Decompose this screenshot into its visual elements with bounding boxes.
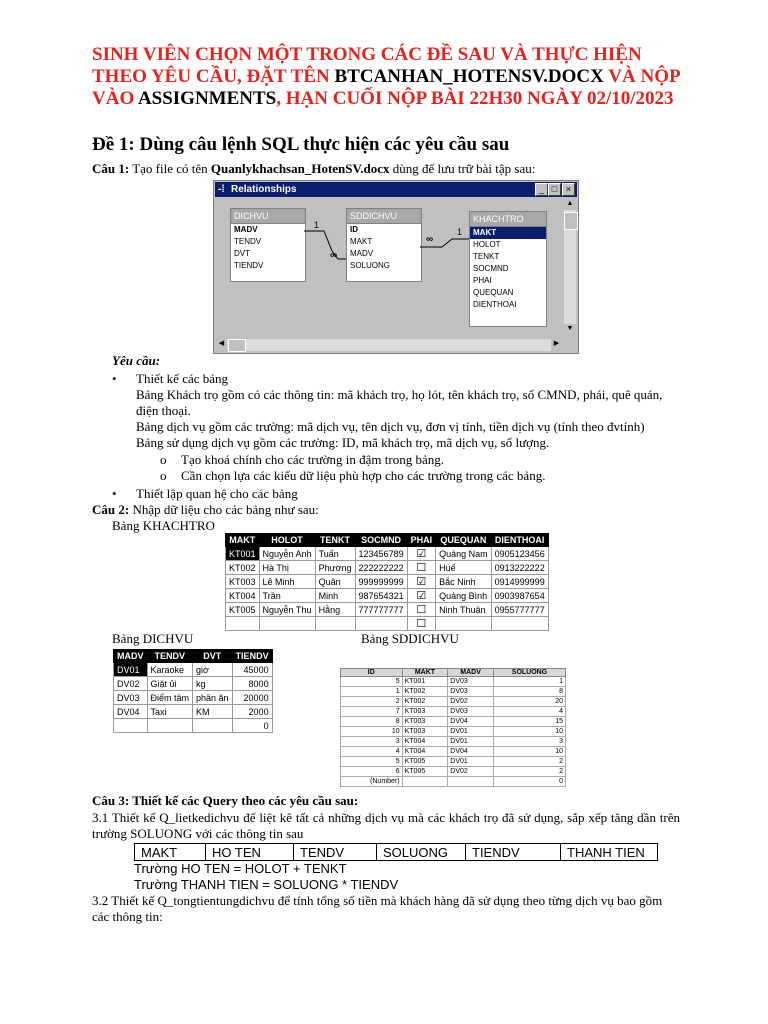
table-cell[interactable]: 123456789 (355, 547, 407, 561)
table-cell[interactable]: 987654321 (355, 589, 407, 603)
close-button[interactable]: × (562, 183, 575, 196)
header-line-1: SINH VIÊN CHỌN MỘT TRONG CÁC ĐỀ SAU VÀ THỰC HIỆN (92, 44, 642, 65)
sub-bullet-2-text: Cần chọn lựa các kiểu dữ liệu phù hợp cho các trường trong các bảng. (181, 468, 546, 483)
column-header: DVT (193, 650, 233, 663)
table-row[interactable] (341, 747, 566, 757)
table-cell[interactable]: 3 (341, 737, 403, 747)
table-cell[interactable]: Điểm tâm (147, 691, 193, 705)
table-cell[interactable] (491, 617, 548, 631)
table-cell[interactable]: 0 (493, 777, 565, 787)
table-row[interactable] (226, 547, 549, 561)
one-marker: 1 (314, 220, 320, 230)
table-row[interactable] (341, 767, 566, 777)
table-cell[interactable]: 6 (341, 767, 403, 777)
cau2-label: Câu 2: (92, 502, 130, 517)
table-cell[interactable]: DV03 (114, 691, 148, 705)
formula-thanhtien: Trường THANH TIEN = SOLUONG * TIENDV (134, 877, 399, 892)
table-cell[interactable]: 10 (341, 727, 403, 737)
table-row[interactable] (226, 617, 549, 631)
q31-text: 3.1 Thiết kế Q_lietkedichvu để liệt kê tất cả những dịch vụ mà các khách trọ đã sử dụng, sắp xếp tăng dần trên trường SOLUONG với các thông tin sau (92, 810, 680, 841)
table-cell[interactable]: ☑ (407, 589, 436, 603)
table-row[interactable] (341, 687, 566, 697)
table-row[interactable] (226, 603, 549, 617)
table-row[interactable] (226, 589, 549, 603)
query-column: THANH TIEN (561, 844, 658, 861)
table-cell[interactable]: DV04 (114, 705, 148, 719)
table-row[interactable] (226, 575, 549, 589)
table-cell[interactable]: 15 (493, 717, 565, 727)
table-cell[interactable]: kg (193, 677, 233, 691)
many-marker: ∞ (330, 250, 338, 261)
query-column: TENDV (294, 844, 377, 861)
table-cell[interactable] (436, 617, 492, 631)
table-cell[interactable]: DV01 (448, 727, 494, 737)
table-cell[interactable]: 2 (493, 757, 565, 767)
table-cell[interactable]: Bắc Ninh (436, 575, 492, 589)
table-cell[interactable]: Quân (315, 575, 355, 589)
bullet-1-text: Thiết kế các bảng (136, 371, 229, 386)
table-cell[interactable]: Minh (315, 589, 355, 603)
scroll-right-arrow-icon[interactable]: ▶ (551, 339, 562, 351)
sddichvu-table (340, 668, 566, 787)
table-cell[interactable]: ☐ (407, 603, 436, 617)
table-cell[interactable] (193, 719, 233, 733)
table-cell[interactable]: KT005 (402, 757, 448, 767)
column-header: SOCMND (355, 534, 407, 547)
field-makt[interactable]: MAKT (350, 237, 373, 246)
scroll-thumb[interactable] (228, 339, 246, 352)
table-cell[interactable]: Taxi (147, 705, 193, 719)
relationship-line-dichvu-sddichvu (304, 231, 346, 259)
table-cell[interactable] (355, 617, 407, 631)
header-line-3 (92, 88, 692, 110)
cau2-description: Nhập dữ liệu cho các bảng như sau: (129, 502, 319, 517)
table-row[interactable] (114, 677, 273, 691)
table-row[interactable] (341, 757, 566, 767)
table-cell[interactable]: phần ăn (193, 691, 233, 705)
q31-columns-table (134, 843, 658, 861)
table-cell[interactable]: Huế (436, 561, 492, 575)
scroll-left-arrow-icon[interactable]: ◀ (216, 339, 227, 351)
table-cell[interactable]: Lê Minh (259, 575, 315, 589)
table-row[interactable] (341, 707, 566, 717)
table-cell[interactable]: KT003 (402, 717, 448, 727)
table-cell[interactable]: Quảng Bình (436, 589, 492, 603)
table-cell[interactable]: 2 (493, 767, 565, 777)
maximize-button[interactable]: □ (548, 183, 561, 196)
window-title: Relationships (231, 184, 297, 195)
field-id[interactable]: ID (350, 225, 358, 234)
sub-bullet-icon: o (160, 468, 167, 483)
table-row[interactable] (341, 777, 566, 787)
table-cell[interactable]: Karaoke (147, 663, 193, 677)
table-cell[interactable]: 8000 (232, 677, 272, 691)
table-cell[interactable]: DV04 (448, 747, 494, 757)
header-text: THEO YÊU CẦU, ĐẶT TÊN (92, 66, 335, 87)
field-tendv[interactable]: TENDV (234, 237, 262, 246)
table-cell[interactable]: ☐ (407, 617, 436, 631)
vertical-scrollbar[interactable] (564, 199, 576, 335)
column-header: SOLUONG (493, 669, 565, 677)
cau1-filename: Quanlykhachsan_HotenSV.docx (210, 161, 390, 176)
bullet-icon: • (112, 371, 117, 386)
minimize-button[interactable]: _ (535, 183, 548, 196)
table-cell[interactable]: 20 (493, 697, 565, 707)
cau3-heading: Câu 3: Thiết kế các Query theo các yêu cầu sau: (92, 793, 359, 808)
sub-bullet-icon: o (160, 452, 167, 467)
table-cell[interactable]: 1 (493, 677, 565, 687)
table-cell[interactable]: Quảng Nam (436, 547, 492, 561)
khachtro-table (225, 533, 549, 631)
table-cell[interactable]: DV01 (448, 757, 494, 767)
field-socmnd[interactable]: SOCMND (473, 264, 509, 273)
table-cell[interactable]: 5 (341, 757, 403, 767)
table-cell[interactable]: KT005 (402, 767, 448, 777)
table-cell[interactable]: 2 (341, 697, 403, 707)
table-cell[interactable]: Hằng (315, 603, 355, 617)
table-cell[interactable]: KT002 (226, 561, 260, 575)
table-cell[interactable]: ☐ (407, 561, 436, 575)
table-cell[interactable]: Tuấn (315, 547, 355, 561)
table-cell[interactable]: 7 (341, 707, 403, 717)
table-cell[interactable]: 777777777 (355, 603, 407, 617)
column-header: TENKT (315, 534, 355, 547)
table-cell[interactable]: KT001 (226, 547, 260, 561)
window-key-icon: -⁞ (218, 184, 225, 195)
table-cell[interactable]: 0903987654 (491, 589, 548, 603)
column-header: HOLOT (259, 534, 315, 547)
field-dienthoai[interactable]: DIENTHOAI (473, 300, 517, 309)
table-cell[interactable] (114, 719, 148, 733)
formula-hoten: Trường HO TEN = HOLOT + TENKT (134, 861, 347, 876)
table-cell[interactable]: KT004 (226, 589, 260, 603)
table-row[interactable] (341, 717, 566, 727)
table-cell[interactable]: KM (193, 705, 233, 719)
table-cell[interactable]: 1 (341, 687, 403, 697)
field-soluong[interactable]: SOLUONG (350, 261, 391, 270)
yeucau-heading: Yêu cầu: (112, 353, 161, 368)
table-cell[interactable]: DV02 (448, 697, 494, 707)
table-row[interactable] (341, 727, 566, 737)
field-madv[interactable]: MADV (350, 249, 374, 258)
table-cell[interactable]: 45000 (232, 663, 272, 677)
table-cell[interactable]: 0914999999 (491, 575, 548, 589)
requirement-dichvu: Bảng dịch vụ gồm các trường: mã dịch vụ, tên dịch vụ, đơn vị tính, tiền dịch vụ (tính theo đvtính) (136, 419, 645, 434)
dichvu-table-label: Bảng DICHVU (112, 631, 194, 646)
one-marker: 1 (457, 227, 463, 237)
column-header: PHAI (407, 534, 436, 547)
field-quequan[interactable]: QUEQUAN (473, 288, 514, 297)
cau1-label: Câu 1: (92, 161, 130, 176)
table-cell[interactable]: KT001 (402, 677, 448, 687)
relationships-window (213, 180, 579, 354)
table-cell[interactable]: ☑ (407, 575, 436, 589)
requirement-sddichvu: Bảng sử dụng dịch vụ gồm các trường: ID, mã khách trọ, mã dịch vụ, số lượng. (136, 435, 550, 450)
table-cell[interactable]: 2000 (232, 705, 272, 719)
table-cell[interactable] (448, 777, 494, 787)
query-column: TIENDV (466, 844, 561, 861)
table-cell[interactable]: KT002 (402, 697, 448, 707)
assignment-header (92, 44, 692, 110)
query-column: MAKT (135, 844, 206, 861)
table-cell[interactable]: 222222222 (355, 561, 407, 575)
table-cell[interactable]: DV01 (448, 737, 494, 747)
field-dvt[interactable]: DVT (234, 249, 250, 258)
table-cell[interactable]: DV03 (448, 677, 494, 687)
table-row[interactable] (114, 663, 273, 677)
header-text: VÀO (92, 88, 138, 109)
cau1-text-part: dùng để lưu trữ bài tập sau: (389, 161, 536, 176)
table-row[interactable] (114, 705, 273, 719)
cau2-text (92, 502, 319, 518)
sub-bullet-1-text: Tạo khoá chính cho các trường in đậm trong bảng. (181, 452, 445, 467)
table-cell[interactable]: KT003 (226, 575, 260, 589)
table-cell[interactable]: DV03 (448, 687, 494, 697)
table-cell[interactable]: giờ (193, 663, 233, 677)
table-row[interactable] (341, 737, 566, 747)
table-cell[interactable] (259, 617, 315, 631)
scroll-up-arrow-icon[interactable]: ▲ (564, 199, 576, 210)
table-cell[interactable]: Ninh Thuận (436, 603, 492, 617)
table-cell[interactable]: 8 (341, 717, 403, 727)
header-text: VÀ NỘP (603, 66, 681, 87)
table-cell[interactable]: DV02 (114, 677, 148, 691)
column-header: MAKT (402, 669, 448, 677)
table-cell[interactable]: Trần (259, 589, 315, 603)
table-cell[interactable]: 8 (493, 687, 565, 697)
table-cell[interactable]: DV02 (448, 767, 494, 777)
table-cell[interactable]: Giặt ủi (147, 677, 193, 691)
cau1-text (92, 161, 535, 177)
query-column: SOLUONG (377, 844, 466, 861)
field-madv[interactable]: MADV (234, 225, 258, 234)
table-cell[interactable]: Nguyễn Anh (259, 547, 315, 561)
table-row[interactable] (226, 561, 549, 575)
cau1-text-part: Tạo file có tên (129, 161, 211, 176)
column-header: TENDV (147, 650, 193, 663)
table-cell[interactable]: 0905123456 (491, 547, 548, 561)
table-row[interactable] (114, 719, 273, 733)
table-cell[interactable]: Nguyễn Thu (259, 603, 315, 617)
q32-text: 3.2 Thiết kế Q_tongtientungdichvu để tính tổng số tiền mà khách hàng đã sử dụng theo từng dịch vụ bao gồm các thông tin: (92, 893, 663, 924)
column-header: MADV (448, 669, 494, 677)
table-cell[interactable]: DV04 (448, 717, 494, 727)
table-cell[interactable] (226, 617, 260, 631)
column-header: MAKT (226, 534, 260, 547)
bullet-icon: • (112, 486, 117, 501)
table-row[interactable] (341, 697, 566, 707)
bullet-2-text: Thiết lập quan hệ cho các bảng (136, 486, 298, 501)
header-assignments: ASSIGNMENTS (137, 88, 277, 109)
table-cell[interactable]: 0955777777 (491, 603, 548, 617)
khachtro-table-label: Bảng KHACHTRO (112, 518, 215, 533)
relationship-lines (214, 181, 578, 353)
header-filename: BTCANHAN_HOTENSV.DOCX (334, 66, 604, 87)
column-header: DIENTHOAI (491, 534, 548, 547)
field-makt[interactable]: MAKT (470, 227, 546, 239)
scroll-down-arrow-icon[interactable]: ▼ (564, 324, 576, 335)
sddichvu-table-label: Bảng SDDICHVU (361, 631, 459, 646)
column-header: ID (341, 669, 403, 677)
table-box-title: DICHVU (231, 209, 305, 224)
table-cell[interactable]: KT004 (402, 737, 448, 747)
column-header: MADV (114, 650, 148, 663)
table-row[interactable] (114, 691, 273, 705)
bullet-1 (112, 371, 117, 387)
table-cell[interactable]: Hà Thị (259, 561, 315, 575)
table-cell[interactable]: KT004 (402, 747, 448, 757)
field-holot[interactable]: HOLOT (473, 240, 501, 249)
table-cell[interactable]: DV03 (448, 707, 494, 717)
table-cell[interactable]: ☑ (407, 547, 436, 561)
exercise-title: Đề 1: Dùng câu lệnh SQL thực hiện các yêu cầu sau (92, 134, 510, 155)
table-box-title: KHACHTRO (470, 212, 546, 227)
table-box-title: SDDICHVU (347, 209, 421, 224)
table-cell[interactable]: 999999999 (355, 575, 407, 589)
dichvu-table (113, 649, 273, 733)
table-cell[interactable]: 0913222222 (491, 561, 548, 575)
field-phai[interactable]: PHAI (473, 276, 492, 285)
table-cell[interactable] (147, 719, 193, 733)
table-cell[interactable]: KT003 (402, 707, 448, 717)
requirement-khachtro: Bảng Khách trọ gồm có các thông tin: mã khách trọ, họ lót, tên khách trọ, số CMND, phái, quê quán, điện thoại. (136, 387, 663, 418)
table-cell[interactable]: 10 (493, 727, 565, 737)
table-cell[interactable]: 4 (341, 747, 403, 757)
table-cell[interactable]: KT005 (226, 603, 260, 617)
horizontal-scrollbar[interactable] (216, 339, 562, 351)
field-tenkt[interactable]: TENKT (473, 252, 500, 261)
table-cell[interactable]: Phương (315, 561, 355, 575)
table-row[interactable] (341, 677, 566, 687)
table-cell[interactable] (402, 777, 448, 787)
table-cell[interactable]: DV01 (114, 663, 148, 677)
header-deadline: , HẠN CUỐI NỘP BÀI 22H30 NGÀY 02/10/2023 (276, 88, 674, 109)
table-cell[interactable]: 20000 (232, 691, 272, 705)
table-cell[interactable]: 10 (493, 747, 565, 757)
table-cell[interactable]: (Number) (341, 777, 403, 787)
header-line-2 (92, 66, 692, 88)
many-marker: ∞ (426, 234, 434, 245)
column-header: TIENDV (232, 650, 272, 663)
column-header: QUEQUAN (436, 534, 492, 547)
query-column: HO TEN (206, 844, 294, 861)
table-cell[interactable]: 4 (493, 707, 565, 717)
table-cell[interactable]: 5 (341, 677, 403, 687)
table-cell[interactable]: 3 (493, 737, 565, 747)
field-tiendv[interactable]: TIENDV (234, 261, 264, 270)
table-cell[interactable]: KT002 (402, 687, 448, 697)
table-cell[interactable] (315, 617, 355, 631)
table-cell[interactable]: 0 (232, 719, 272, 733)
table-cell[interactable]: KT003 (402, 727, 448, 737)
scroll-thumb[interactable] (564, 212, 578, 230)
